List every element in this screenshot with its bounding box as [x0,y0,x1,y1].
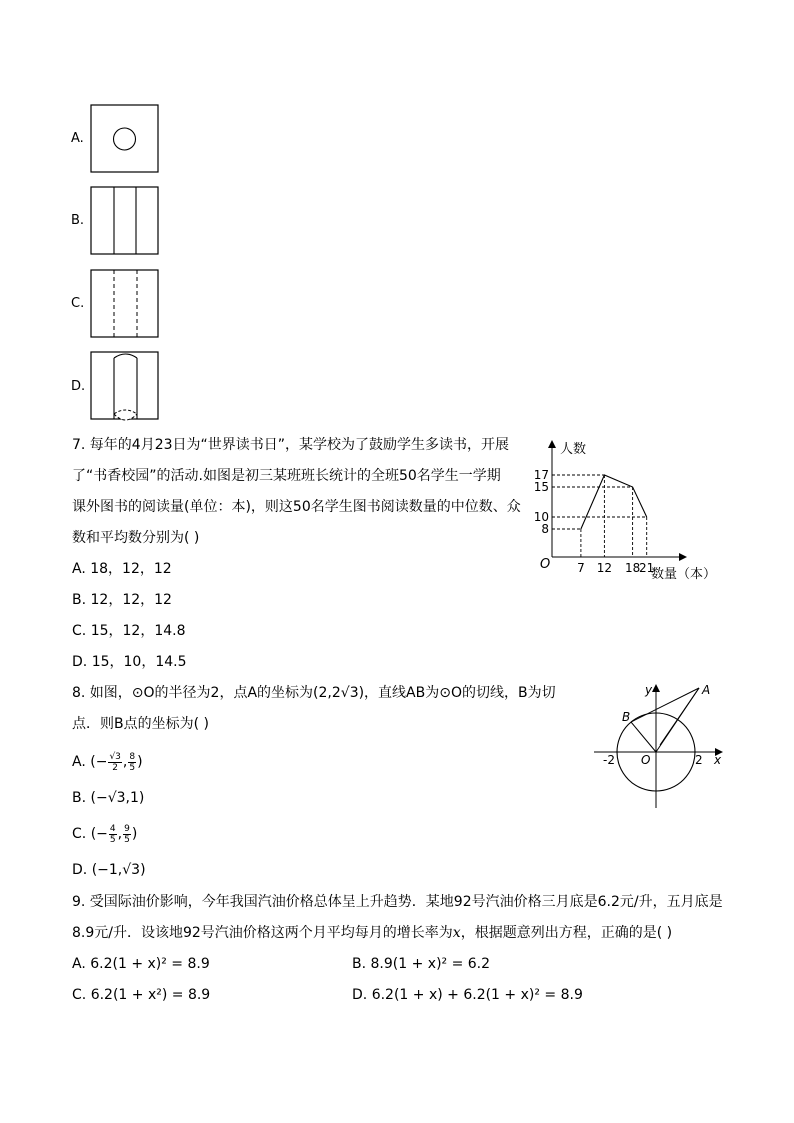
q8-option-a[interactable] [72,750,143,774]
q7-line-4: 数和平均数分别为( ) [72,530,200,546]
q7-line-3: 课外图书的阅读量(单位：本)，则这50名学生图书阅读数量的中位数、众 [72,499,521,515]
point-b-label: B [622,710,631,724]
fraction-y [123,824,131,845]
coord-open: (− [90,826,108,842]
q7-option-b[interactable] [72,591,172,609]
option-text: 15，12，14.8 [90,623,186,639]
option-label: A. [72,561,86,577]
denominator: 5 [109,834,116,845]
fraction-y [128,752,136,773]
q7-option-d[interactable] [72,653,187,671]
x-tick-label: 21 [639,561,655,575]
coord-close: ) [137,754,143,770]
option-text: (−1,√3) [91,862,146,878]
square-outline [91,352,158,419]
numerator: 8 [129,751,136,762]
y-axis-label: 人数 [560,442,587,457]
q9-line-2 [72,924,672,942]
q8-option-c[interactable] [72,822,137,846]
data-series-line [581,475,647,529]
segment-a-inner [660,688,699,745]
denominator: 5 [129,762,136,773]
option-text: 18，12，12 [90,561,172,577]
x-axis-label: x [714,753,722,767]
circle-shape [114,128,136,150]
q9-line-1: 9. 受国际油价影响，今年我国汽油价格总体呈上升趋势．某地92号汽油价格三月底是6.2元/升，五月底是 [72,894,723,910]
q7-reading-chart [528,436,728,584]
option-text: 12，12，12 [90,592,172,608]
option-label: D. [72,862,88,878]
q9-option-d[interactable] [352,986,583,1004]
q7-line-2: 了“书香校园”的活动.如图是初三某班班长统计的全班50名学生一学期 [72,468,501,484]
option-text: 6.2(1 + x)² = 8.9 [90,956,210,972]
option-text: 15，10，14.5 [91,654,187,670]
square-outline [91,105,158,172]
variable-x: x [452,925,461,941]
option-label: C. [72,826,87,842]
q6-option-c-label: C. [71,296,85,311]
origin-label: O [540,557,551,572]
denominator: 5 [124,834,130,845]
q6-option-b-label: B. [71,213,85,228]
option-label: C. [72,623,87,639]
q7-option-c[interactable] [72,622,186,640]
q9-option-a[interactable] [72,955,210,973]
option-label: B. [352,956,367,972]
y-tick-label: 8 [541,522,549,536]
coord-open: (− [90,754,108,770]
option-label: A. [72,956,86,972]
cylinder-bottom-hidden-arc [114,410,137,414]
tangent-ab [631,688,699,722]
q8-line-1: 8. 如图，⊙O的半径为2，点A的坐标为(2,2√3)，直线AB为⊙O的切线，B为切 [72,685,556,701]
tick-neg-2: -2 [603,753,615,767]
tick-pos-2: 2 [695,753,703,767]
option-label: A. [72,754,86,770]
q6-option-d-figure [90,348,160,428]
q9-line-2-start: 8.9元/升．设该地92号汽油价格这两个月平均每月的增长率为 [72,925,453,941]
denominator: 2 [112,762,119,773]
y-tick-label: 17 [533,468,549,482]
q8-option-b[interactable] [72,789,144,807]
x-tick-label: 18 [624,561,641,575]
fraction-x [108,752,121,773]
coord-sep: , [122,754,128,770]
numerator: 4 [109,823,116,834]
q6-option-d-label: D. [71,379,86,394]
option-text: 6.2(1 + x²) = 8.9 [90,987,211,1003]
q9-option-b[interactable] [352,955,490,973]
option-label: C. [72,987,87,1003]
q6-option-c-figure [90,269,160,339]
q8-option-d[interactable] [72,861,146,879]
option-label: B. [72,592,87,608]
y-tick-label: 10 [533,510,549,524]
q7-option-a[interactable] [72,560,172,578]
fraction-x [109,824,117,845]
coord-close: ) [131,826,138,842]
coord-sep: , [117,826,123,842]
option-text: (−√3,1) [90,790,145,806]
x-tick-label: 7 [577,561,585,575]
option-label: D. [72,654,88,670]
q8-circle-diagram [590,680,730,812]
option-label: B. [72,790,87,806]
option-text: 8.9(1 + x)² = 6.2 [370,956,491,972]
point-a-label: A [702,683,711,697]
numerator: 9 [124,823,130,834]
origin-label: O [641,753,651,767]
cylinder-top-arc [114,354,137,358]
q8-line-2: 点．则B点的坐标为( ) [72,716,209,732]
option-label: D. [352,987,368,1003]
x-axis-label: 数量（本） [651,567,717,582]
q6-option-b-figure [90,186,160,256]
square-outline [91,187,158,254]
q9-option-c[interactable] [72,986,210,1004]
x-tick-label: 12 [596,561,613,575]
y-axis-label: y [645,683,653,697]
segment-ob [631,722,656,752]
q6-option-a-figure [90,104,160,174]
q7-line-1: 7. 每年的4月23日为“世界读书日”，某学校为了鼓励学生多读书，开展 [72,437,510,453]
square-outline [91,270,158,337]
q9-line-2-end: ，根据题意列出方程，正确的是( ) [460,925,673,941]
option-text: 6.2(1 + x) + 6.2(1 + x)² = 8.9 [371,987,583,1003]
numerator: √3 [109,751,121,762]
y-tick-label: 15 [533,480,549,494]
q6-option-a-label: A. [71,131,84,146]
